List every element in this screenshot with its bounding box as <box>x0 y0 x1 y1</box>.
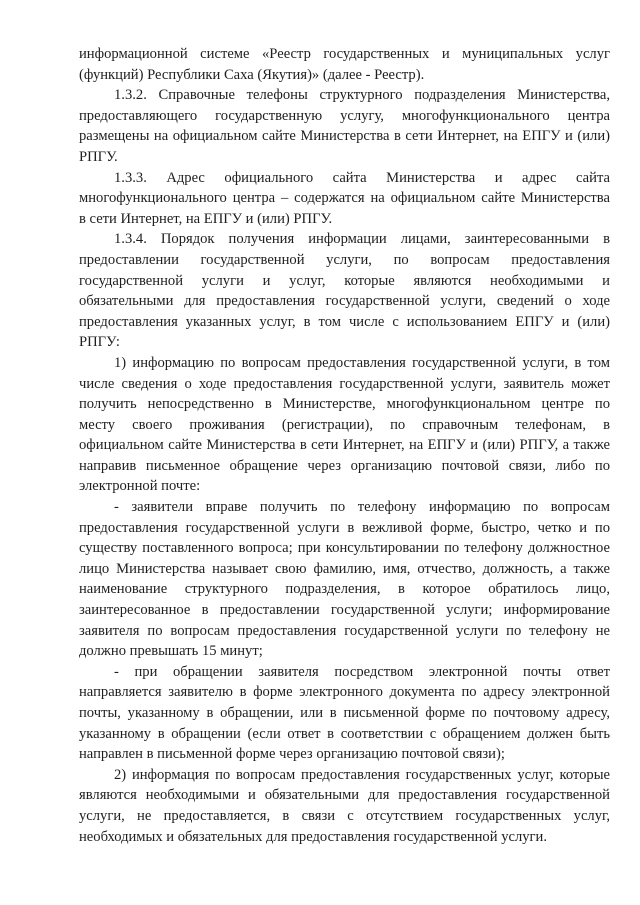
text-line: - заявители вправе получить по телефону информацию по вопросам <box>114 499 610 516</box>
text-line: РПГУ: <box>79 334 120 351</box>
text-line: 1.3.3. Адрес официального сайта Министерства и адрес сайта <box>114 169 610 186</box>
text-line: месту своего проживания (регистрации), по справочным телефонам, в <box>79 416 610 433</box>
text-line: предоставляющего государственную услугу, многофункционального центра <box>79 107 610 124</box>
text-line: информационной системе «Реестр государственных и муниципальных услуг <box>79 46 610 62</box>
text-line: направлен в письменной форме через организацию почтовой связи); <box>79 746 505 763</box>
text-line: получить непосредственно в Министерстве, многофункциональном центре по <box>79 396 610 413</box>
text-line: 2) информация по вопросам предоставления государственных услуг, которые <box>114 766 610 783</box>
text-line: (функций) Республики Саха (Якутия)» (далее - Реестр). <box>79 66 425 83</box>
text-line: 1) информацию по вопросам предоставления государственной услуги, в том <box>114 354 610 371</box>
text-line: официальном сайте Министерства в сети Интернет, на ЕПГУ и (или) РПГУ, а также <box>79 437 610 454</box>
text-line: направляется заявителю в форме электронного документа по адресу электронной <box>79 684 610 701</box>
text-line: наименование структурного подразделения, в которое обратилось лицо, <box>79 581 610 598</box>
text-line: числе сведения о ходе предоставления государственной услуги, заявитель может <box>79 375 610 392</box>
text-line: направив письменное обращение через организацию почтовой связи, либо по <box>79 457 610 474</box>
text-line: 1.3.4. Порядок получения информации лицами, заинтересованными в <box>114 231 610 248</box>
text-line: заинтересованное в предоставлении государственной услуги; информирование <box>79 602 610 619</box>
text-line: РПГУ. <box>79 148 118 165</box>
text-line: почты, указанному в обращении, или в письменной форме по почтовому адресу, <box>79 705 610 721</box>
text-line: являются необходимыми и обязательными для предоставления государственной <box>79 787 610 804</box>
text-line: многофункционального центра – содержатся на официальном сайте Министерства <box>79 190 610 207</box>
text-line: размещены на официальном сайте Министерства в сети Интернет, на ЕПГУ и (или) <box>79 128 610 145</box>
text-line: предоставлении государственной услуги, по вопросам предоставления <box>79 251 610 268</box>
text-line: существу поставленного вопроса; при консультировании по телефону должностное <box>79 540 610 557</box>
text-line: предоставления указанных услуг, в том числе с использованием ЕПГУ и (или) <box>79 313 610 330</box>
text-line: 1.3.2. Справочные телефоны структурного подразделения Министерства, <box>114 87 610 104</box>
text-line: электронной почте: <box>79 478 201 495</box>
text-line: должно превышать 15 минут; <box>79 643 263 660</box>
text-line: предоставления государственной услуги в вежливой форме, быстро, четко и по <box>79 519 610 536</box>
text-line: - при обращении заявителя посредством электронной почты ответ <box>114 663 610 680</box>
text-line: заявителя по вопросам предоставления государственной услуги по телефону не <box>79 622 610 639</box>
text-line: лицо Министерства называет свою фамилию, имя, отчество, должность, а также <box>79 560 610 577</box>
text-line: услуги, не предоставляется, в связи с отсутствием государственных услуг, <box>79 807 610 824</box>
text-line: необходимых и обязательных для предоставления государственной услуги. <box>79 828 547 845</box>
text-line: в сети Интернет, на ЕПГУ и (или) РПГУ. <box>79 210 333 227</box>
text-line: указанному в обращении (если ответ в соответствии с обращением должен быть <box>79 725 610 742</box>
text-line: обязательными для предоставления государственной услуги, сведений о ходе <box>79 293 610 310</box>
text-line: государственной услуги и услуг, которые являются необходимыми и <box>79 272 610 289</box>
